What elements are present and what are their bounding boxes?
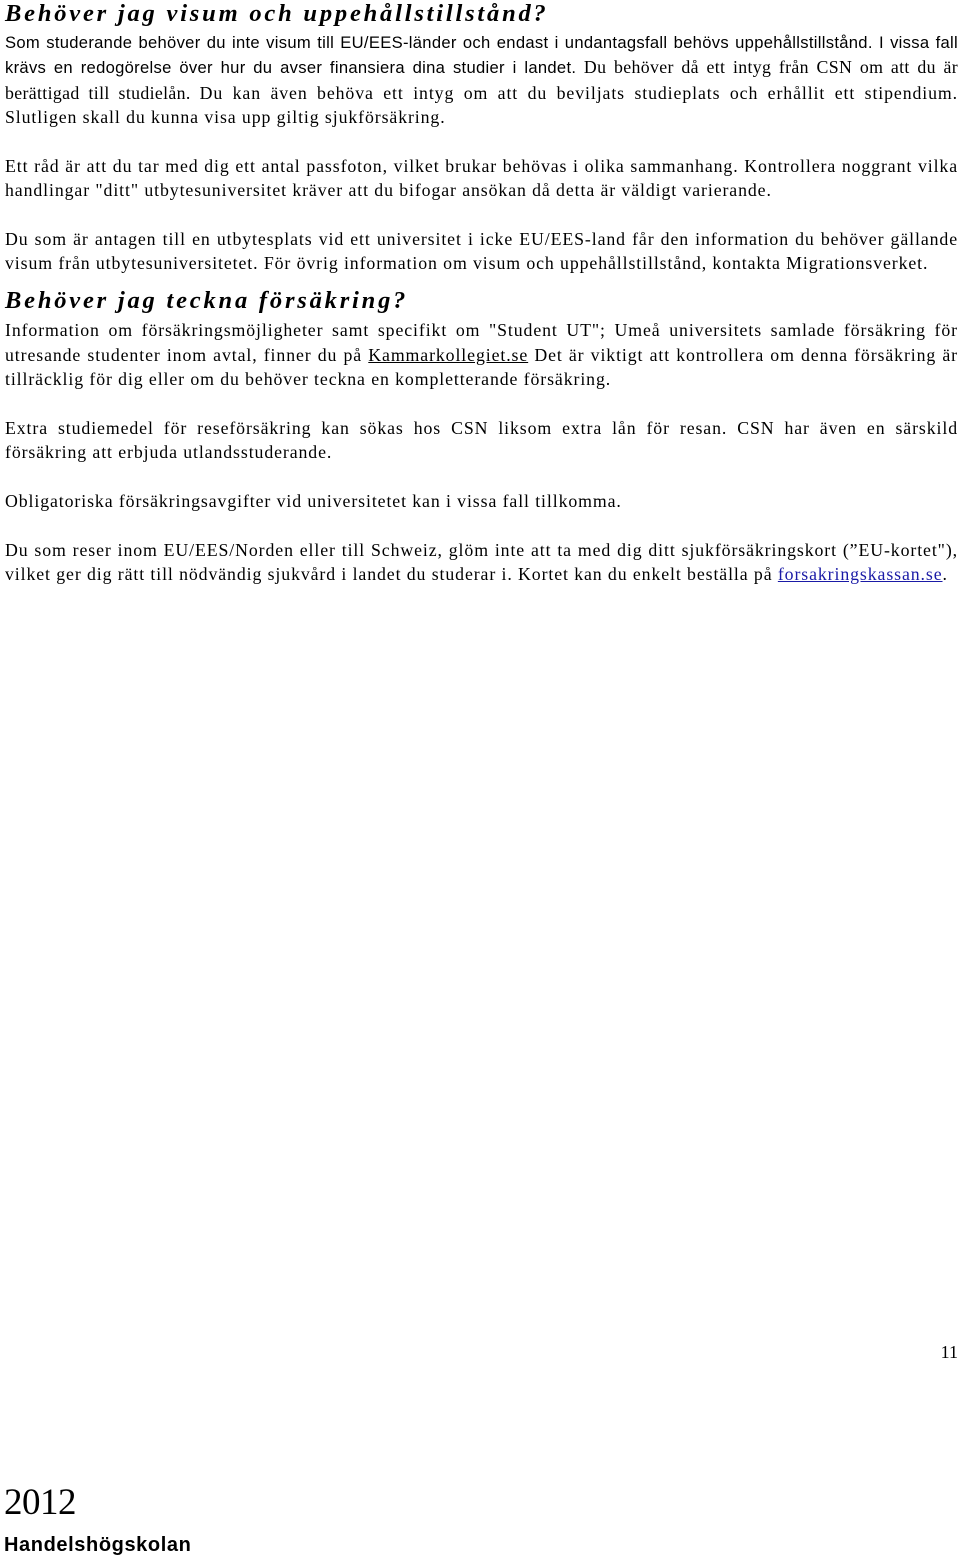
eu-card-text: Du som reser inom EU/EES/Norden eller till Schweiz, glöm inte att ta med dig ditt sjukförsäkringskort (”EU-kortet"), vilket ger dig rätt till nödvändig sjukvård i landet du studerar i. Kortet kan du enkelt beställa på <box>5 539 958 584</box>
document-page <box>5 0 958 586</box>
insurance-info-text: Information om försäkringsmöjligheter samt specifikt om "Student UT"; Umeå universitets samlade försäkring för utresande studenter inom avtal, finner du på <box>5 320 958 365</box>
paragraph-non-eu-visa: Du som är antagen till en utbytesplats vid ett universitet i icke EU/EES-land får den information du behöver gällande visum från utbytesuniversitetet. För övrig information om visum och uppehållstillstånd, kontakta Migrationsverket. <box>5 228 958 274</box>
paragraph-eu-health-card <box>5 538 958 587</box>
insurance-check-text: Det är viktigt att kontrollera om denna försäkring är tillräcklig för dig eller om du behöver teckna en kompletterande försäkring. <box>5 344 958 389</box>
paragraph-travel-insurance-csn: Extra studiemedel för reseförsäkring kan sökas hos CSN liksom extra lån för resan. CSN har även en särskild försäkring att erbjuda utlandsstuderande. <box>5 417 958 463</box>
footer-year: 2012 <box>4 1482 76 1523</box>
paragraph-insurance-options <box>5 318 958 391</box>
heading-visa-permit: Behöver jag visum och uppehållstillstånd? <box>5 0 549 27</box>
footer-organization: Handelshögskolan <box>4 1534 192 1556</box>
eu-card-period: . <box>942 563 948 584</box>
paragraph-passport-photos: Ett råd är att du tar med dig ett antal passfoton, vilket brukar behövas i olika sammanhang. Kontrollera noggrant vilka handlingar "ditt" utbytesuniversitet kräver att du bifogar ansökan då detta är väldigt varierande. <box>5 155 958 200</box>
visa-intro-text: Som studerande behöver du inte visum till EU/EES-länder och endast i undantagsfall behövs uppehållstillstånd. I vissa fall krävs en redogörelse över hur du avser finansiera dina studier i landet. <box>5 33 958 78</box>
visa-csn-text: Du behöver då ett intyg från CSN om att du är berättigad till studielån. <box>5 57 958 103</box>
kammarkollegiet-link[interactable]: Kammarkollegiet.se <box>368 344 529 365</box>
forsakringskassan-link[interactable]: forsakringskassan.se <box>777 563 943 584</box>
page-number: 11 <box>940 1342 958 1362</box>
paragraph-visa-requirements <box>5 30 958 129</box>
visa-certificate-text: Du kan även behöva ett intyg om att du beviljats studieplats och erhållit ett stipendium. Slutligen skall du kunna visa upp giltig sjukförsäkring. <box>5 82 958 127</box>
heading-insurance: Behöver jag teckna försäkring? <box>5 287 409 315</box>
paragraph-mandatory-fees: Obligatoriska försäkringsavgifter vid universitetet kan i vissa fall tillkomma. <box>5 490 622 511</box>
